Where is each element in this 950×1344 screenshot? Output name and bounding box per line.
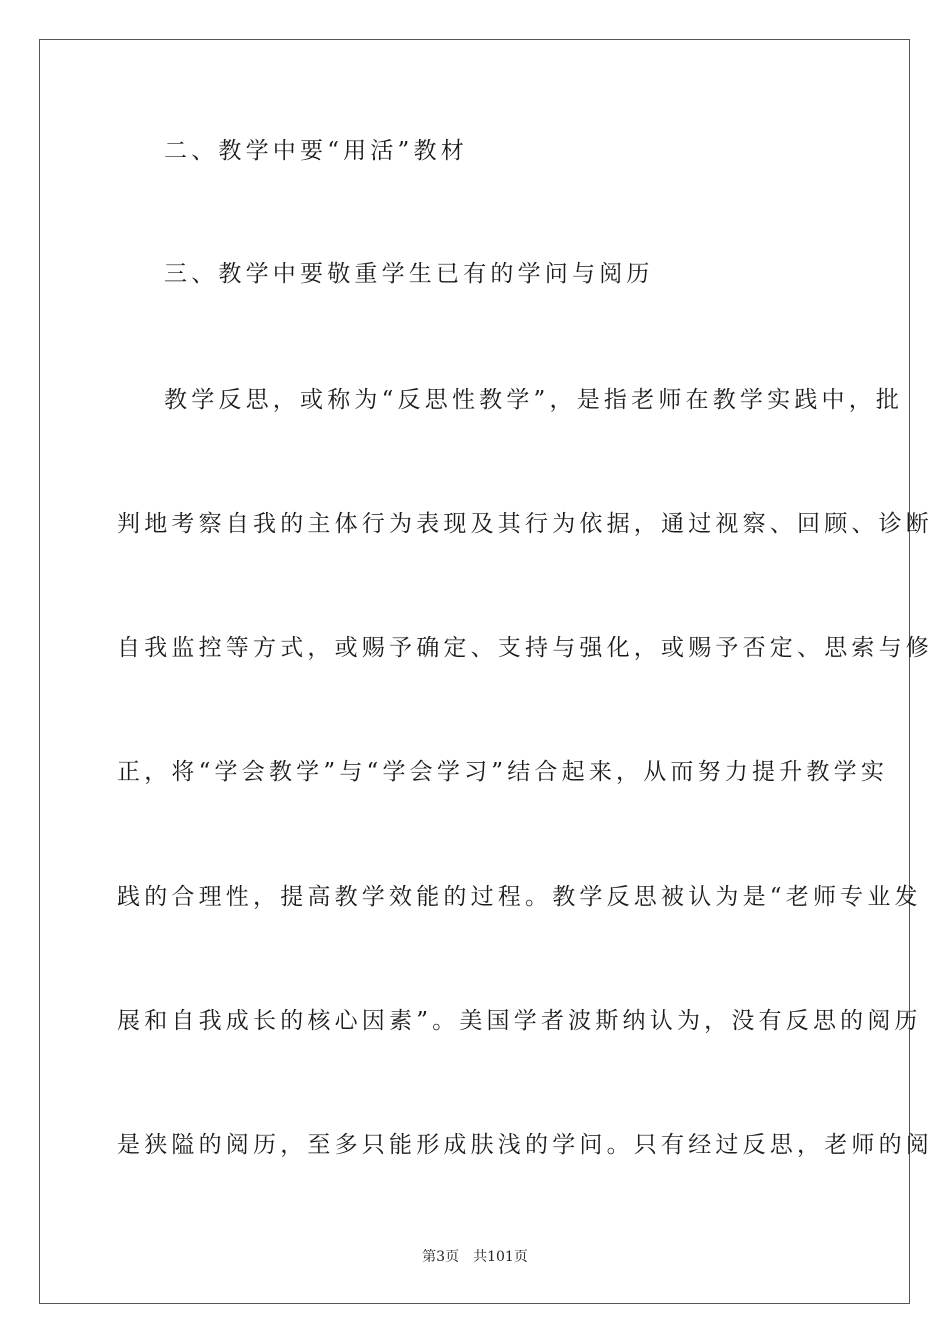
paragraph-line-3: 自我监控等方式，或赐予确定、支持与强化，或赐予否定、思索与修 — [117, 635, 933, 661]
page-footer — [0, 1248, 950, 1266]
paragraph-line-1: 教学反思，或称为“反思性教学”，是指老师在教学实践中，批 — [164, 387, 904, 413]
section-heading-3: 三、教学中要敬重学生已有的学问与阅历 — [164, 261, 654, 287]
page-total: 共101页 — [473, 1249, 528, 1265]
paragraph-line-7: 是狭隘的阅历，至多只能形成肤浅的学问。只有经过反思，老师的阅 — [117, 1132, 933, 1158]
paragraph-line-5: 践的合理性，提高教学效能的过程。教学反思被认为是“老师专业发 — [117, 884, 922, 910]
section-heading-2: 二、教学中要“用活”教材 — [164, 138, 468, 164]
page-border — [39, 39, 933, 1304]
paragraph-line-2: 判地考察自我的主体行为表现及其行为依据，通过视察、回顾、诊断 — [117, 511, 933, 537]
paragraph-line-4: 正，将“学会教学”与“学会学习”结合起来，从而努力提升教学实 — [117, 759, 889, 785]
paragraph-line-6: 展和自我成长的核心因素”。美国学者波斯纳认为，没有反思的阅历 — [117, 1008, 922, 1034]
page-number: 第3页 — [422, 1249, 460, 1265]
